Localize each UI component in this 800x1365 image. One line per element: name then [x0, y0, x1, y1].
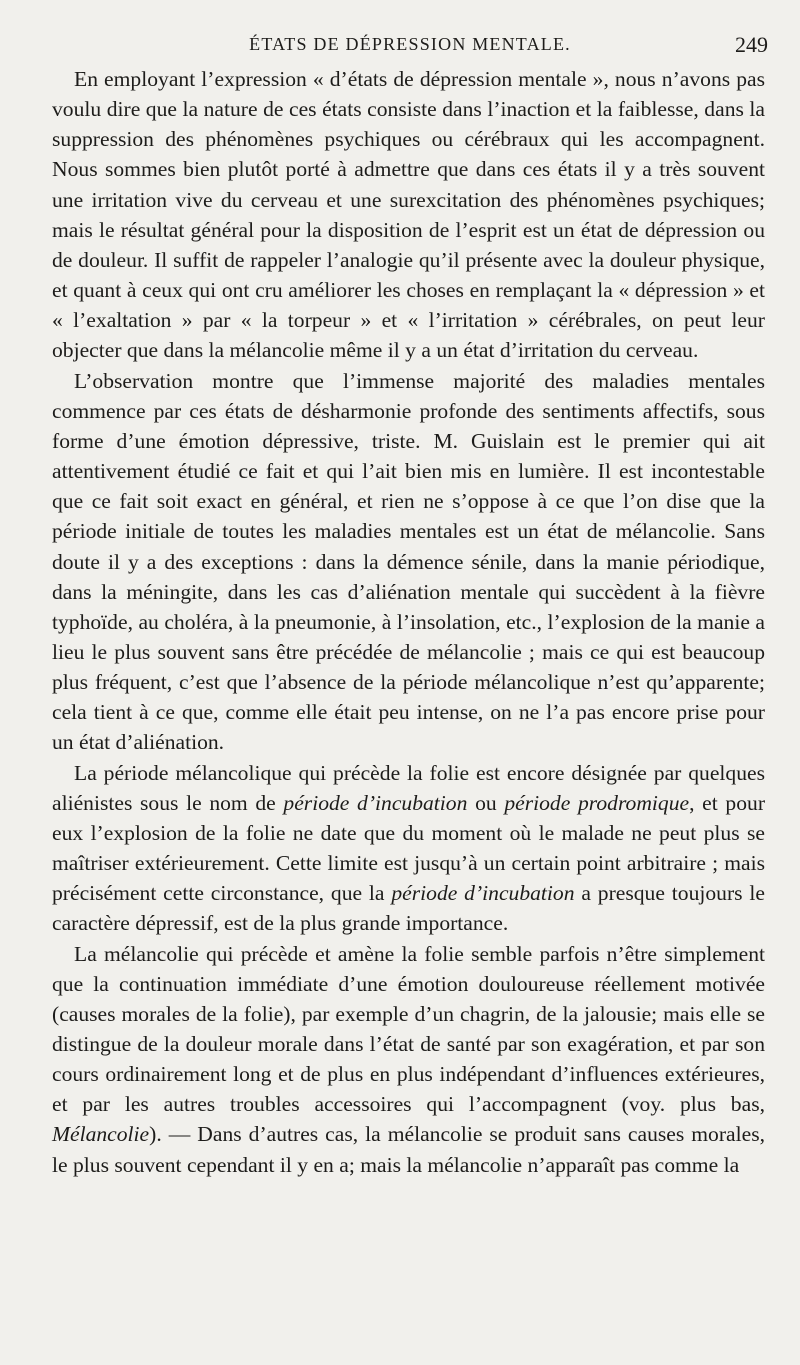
italic-term: période d’incubation	[283, 790, 468, 815]
running-title: ÉTATS DE DÉPRESSION MENTALE.	[249, 34, 571, 54]
italic-term: période d’incubation	[391, 881, 575, 906]
paragraph-3	[52, 758, 765, 939]
italic-term: période prodromique	[504, 790, 690, 815]
text-run: a presque toujours le caractère dépressif, est de la plus grande importance.	[52, 881, 765, 936]
text-run: ). — Dans d’autres cas, la mélancolie se produit sans causes morales, le plus souvent cependant il y en a; mais la mélancolie n’apparaît pas comme la	[52, 1122, 765, 1177]
text-run: ou	[467, 790, 505, 815]
paragraph-1: En employant l’expression « d’états de dépression mentale », nous n’avons pas voulu dire que la nature de ces états consiste dans l’inaction et la faiblesse, dans la suppression des phénomènes psychiques ou cérébraux qui les accompagnent. Nous sommes bien plutôt porté à admettre que dans ces états il y a très souvent une irritation vive du cerveau et une surexcitation des phénomènes psychiques; mais le résultat général pour la disposition de l’esprit est un état de dépression ou de douleur. Il suffit de rappeler l’analogie qu’il présente avec la douleur physique, et quant à ceux qui ont cru améliorer les choses en remplaçant la « dépression » et « l’exaltation » par « la torpeur » et « l’irritation » cérébrales, on peut leur objecter que dans la mélancolie même il y a un état d’irritation du cerveau.	[52, 67, 765, 363]
body-text	[52, 64, 765, 1180]
text-run: La période mélancolique qui précède la folie est encore désignée par quelques aliénistes sous le nom de	[52, 760, 765, 815]
paragraph-2: L’observation montre que l’immense majorité des maladies mentales commence par ces états de désharmonie profonde des sentiments affectifs, sous forme d’une émotion dépressive, triste. M. Guislain est le premier qui ait attentivement étudié ce fait et qui l’ait bien mis en lumière. Il est incontestable que ce fait soit exact en général, et rien ne s’oppose à ce que l’on dise que la période initiale de toutes les maladies mentales est un état de mélancolie. Sans doute il y a des exceptions : dans la démence sénile, dans la manie périodique, dans la méningite, dans les cas d’aliénation mentale qui succèdent à la fièvre typhoïde, au choléra, à la pneumonie, à l’insolation, etc., l’explosion de la manie a lieu le plus souvent sans être précédée de mélancolie ; mais ce qui est beaucoup plus fréquent, c’est que l’absence de la période mélancolique n’est qu’apparente; cela tient à ce que, comme elle était peu intense, on ne l’a pas encore prise pour un état d’aliénation.	[52, 368, 765, 755]
page-header	[52, 34, 768, 64]
text-run: La mélancolie qui précède et amène la folie semble parfois n’être simplement que la continuation immédiate d’une émotion douloureuse réellement motivée (causes morales de la folie), par exemple d’un chagrin, de la jalousie; mais elle se distingue de la douleur morale dans l’état de santé par son exagération, et par son cours ordinairement long et de plus en plus indépendant d’influences extérieures, et par les autres troubles accessoires qui l’accompagnent (voy. plus bas,	[52, 941, 765, 1117]
text-run: , et pour eux l’explosion de la folie ne date que du moment où le malade ne peut plus se maîtriser extérieurement. Cette limite est jusqu’à un certain point arbitraire ; mais précisément cette circonstance, que la	[52, 790, 766, 906]
italic-term: Mélancolie	[52, 1122, 150, 1147]
paragraph-4	[52, 939, 765, 1180]
page-number: 249	[735, 32, 768, 57]
